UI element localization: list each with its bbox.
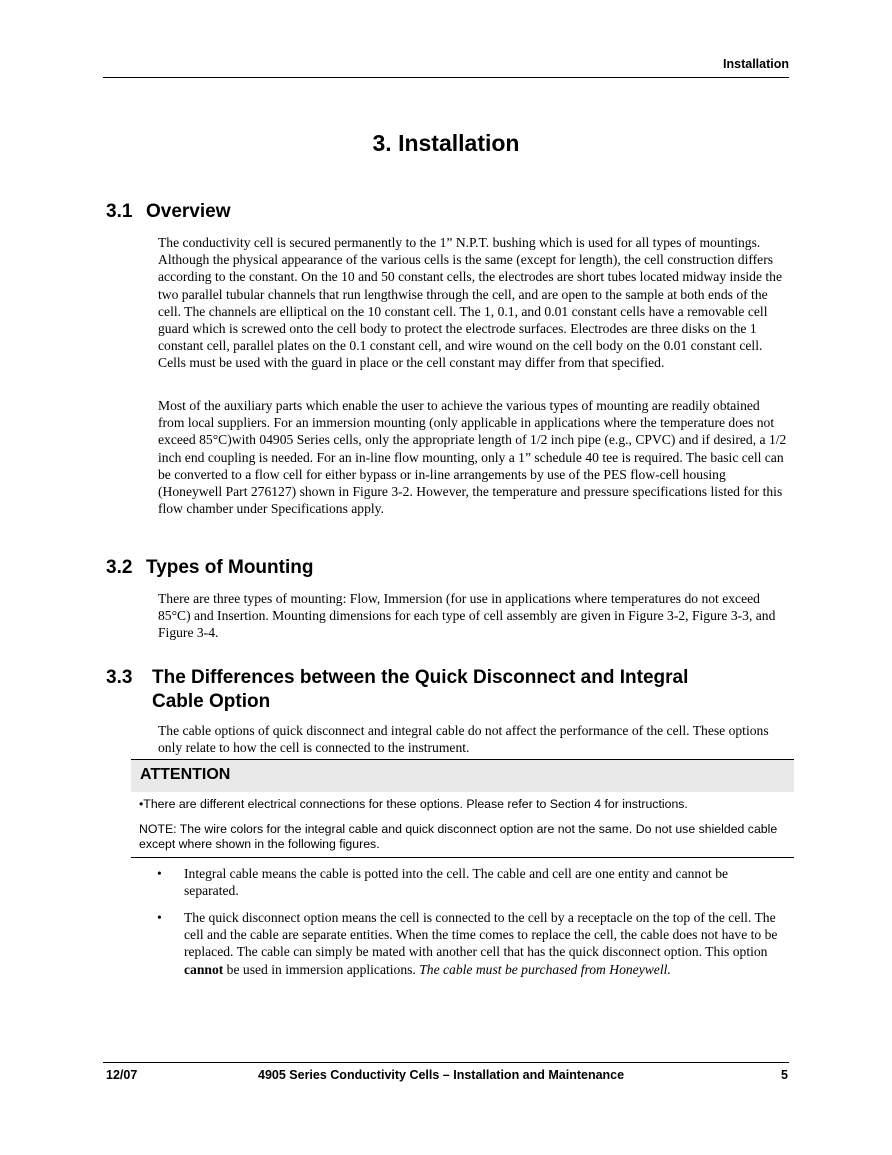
list-item-text-start: The quick disconnect option means the cell is connected to the cell by a receptacle on the top of the cell. The cell and the cable are separate entities. When the time comes to replace the cell, the cable does not have to be replaced. The cable can simply be mated with another cell that has the quick disconnect option. This option	[184, 910, 778, 960]
purchase-note: The cable must be purchased from Honeywell.	[419, 961, 671, 977]
section-title: Overview	[146, 201, 231, 222]
section-heading-overview	[106, 201, 231, 223]
bullet-icon: •	[157, 866, 162, 881]
section-title: Types of Mounting	[146, 557, 314, 578]
attention-banner	[131, 760, 794, 792]
section-number: 3.3	[106, 667, 133, 688]
bullet-icon: •	[157, 910, 162, 925]
paragraph-text: The conductivity cell is secured permanently to the 1” N.P.T. bushing which is used for all types of mountings. Although the physical appearance of the various cells is the same (except for length), the cell construction differs according to the constant. On the 10 and 50 constant cells, the electrodes are short tubes located midway inside the two parallel tubular channels that run lengthwise through the cell, and are open to the sample at both ends of the cell. The channels are elliptical on the 10 constant cell. The 1, 0.1, and 0.01 constant cells have a removable cell guard which is screwed onto the cell body to protect the electrode surfaces. Electrodes are three disks on the 1 constant cell, parallel plates on the 0.1 constant cell, and wire wound on the cell body on the 0.01 constant cell. Cells must be used with the guard in place or the cell constant may differ from that specified.	[158, 235, 782, 371]
overview-paragraph-2	[158, 397, 788, 517]
attention-note: NOTE: The wire colors for the integral cable and quick disconnect option are not the same. Do not use shielded cable except where shown in the following figures.	[139, 822, 778, 851]
section-number: 3.2	[106, 557, 133, 578]
paragraph-text: Most of the auxiliary parts which enable the user to achieve the various types of mounting are readily obtained from local suppliers. For an immersion mounting (only applicable in applications where the temperature does not exceed 85°C)with 04905 Series cells, only the appropriate length of 1/2 inch pipe (e.g., CPVC) and if desired, a 1/2 inch end coupling is needed. For an in-line flow mounting, only a 1” schedule 40 tee is required. The basic cell can be converted to a flow cell for either bypass or in-line arrangements by use of the PES flow-cell housing (Honeywell Part 276127) shown in Figure 3-2. However, the temperature and pressure specifications listed for this flow chamber under Specifications apply.	[158, 398, 787, 517]
attention-bottom-rule	[131, 857, 794, 858]
cable-options-paragraph	[158, 722, 788, 756]
page-number: 5	[781, 1068, 788, 1082]
paragraph-text: The cable options of quick disconnect and integral cable do not affect the performance of the cell. These options only relate to how the cell is connected to the instrument.	[158, 723, 769, 756]
mounting-paragraph	[158, 590, 788, 642]
overview-paragraph-1	[158, 234, 788, 372]
footer-rule	[103, 1062, 789, 1063]
section-title-line-1: The Differences between the Quick Disconnect and Integral	[152, 667, 689, 688]
emphasis-cannot: cannot	[184, 961, 224, 977]
paragraph-text: There are three types of mounting: Flow, Immersion (for use in applications where temperatures do not exceed 85°C) and Insertion. Mounting dimensions for each type of cell assembly are given in Figure 3-2, Figure 3-3, and Figure 3-4.	[158, 591, 776, 641]
footer-document-title: 4905 Series Conductivity Cells – Installation and Maintenance	[258, 1068, 625, 1082]
attention-bullet: •There are different electrical connections for these options. Please refer to Section 4 for instructions.	[139, 797, 688, 811]
running-header: Installation	[723, 57, 789, 71]
list-item-text: Integral cable means the cable is potted into the cell. The cable and cell are one entity and cannot be separated.	[184, 866, 729, 899]
list-item-text	[184, 909, 780, 978]
section-heading-cable-options	[106, 666, 688, 714]
list-item-text-middle: be used in immersion applications.	[223, 961, 420, 977]
header-rule	[103, 77, 789, 78]
attention-title: ATTENTION	[140, 766, 231, 783]
chapter-title: 3. Installation	[372, 130, 520, 156]
section-title-line-2: Cable Option	[152, 691, 271, 712]
section-heading-types-of-mounting	[106, 557, 313, 579]
section-number: 3.1	[106, 201, 133, 222]
footer-date: 12/07	[106, 1068, 138, 1082]
